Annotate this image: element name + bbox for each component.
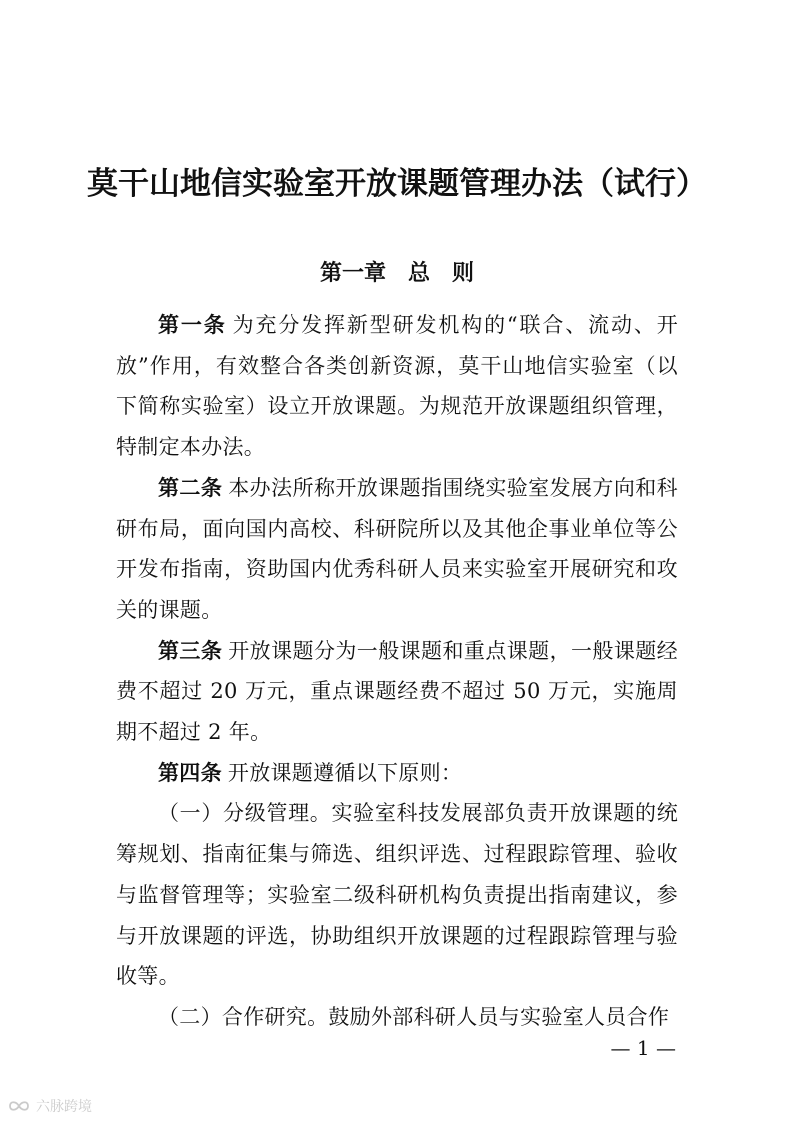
article-label: 第三条 [158,638,223,663]
watermark-text: 六脉跨境 [36,1099,92,1115]
paragraph-text: 开放课题遵循以下原则： [227,760,463,785]
document-body [116,305,678,1038]
document-title: 莫干山地信实验室开放课题管理办法（试行） [87,166,707,202]
page-number: — 1 — [610,1036,676,1060]
paragraph-article-4 [116,753,678,794]
paragraph-article-1 [116,305,678,468]
logo-icon [8,1098,30,1114]
paragraph-text: 为充分发挥新型研发机构的“联合、流动、开放”作用，有效整合各类创新资源，莫干山地信实验室（以下简称实验室）设立开放课题。为规范开放课题组织管理，特制定本办法。 [116,313,679,460]
paragraph-article-2 [116,468,678,631]
paragraph-text: 本办法所称开放课题指围绕实验室发展方向和科研布局，面向国内高校、科研院所以及其他企事业单位等公开发布指南，资助国内优秀科研人员来实验室开展研究和攻关的课题。 [116,475,678,622]
paragraph-text: （一）分级管理。实验室科技发展部负责开放课题的统筹规划、指南征集与筛选、组织评选、过程跟踪管理、验收与监督管理等；实验室二级科研机构负责提出指南建议，参与开放课题的评选，协助组织开放课题的过程跟踪管理与验收等。 [116,801,678,989]
article-label: 第一条 [158,313,227,337]
article-label: 第四条 [158,760,222,785]
paragraph-item-2 [116,997,678,1038]
paragraph-text: （二）合作研究。鼓励外部科研人员与实验室人员合作 [158,1004,670,1029]
watermark [8,1096,92,1116]
article-label: 第二条 [158,475,223,500]
paragraph-text: 开放课题分为一般课题和重点课题，一般课题经费不超过 20 万元，重点课题经费不超过 50 万元，实施周期不超过 2 年。 [116,638,678,745]
paragraph-article-3 [116,631,678,753]
paragraph-item-1 [116,793,678,997]
chapter-heading: 第一章 总 则 [319,261,474,286]
